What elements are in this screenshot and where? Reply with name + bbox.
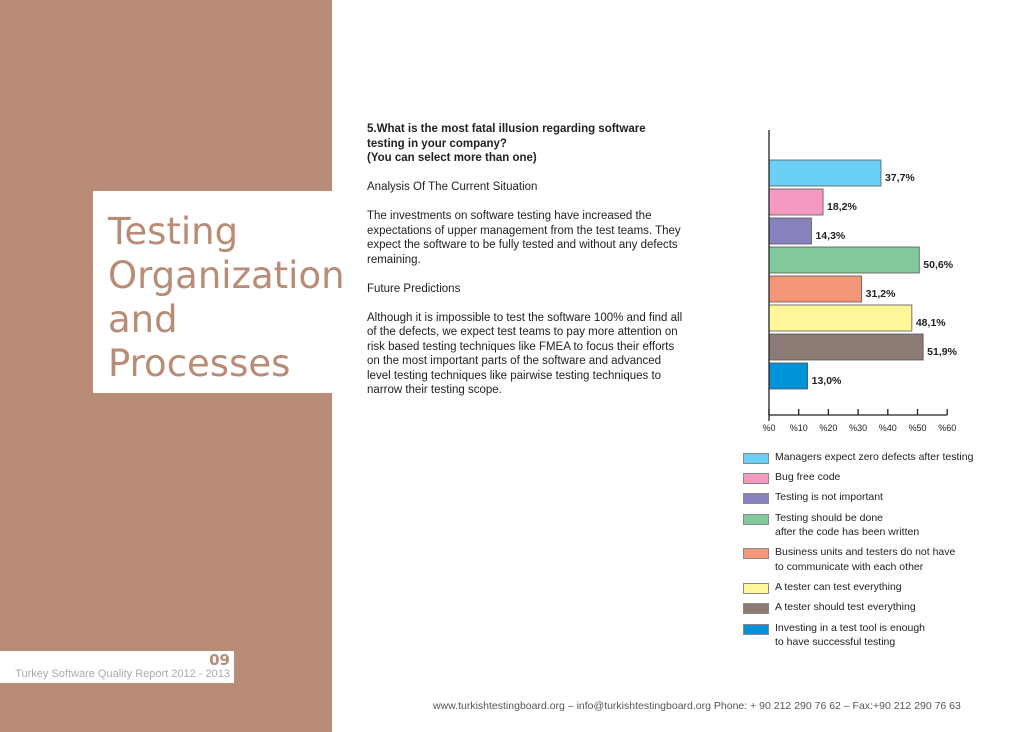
legend-label: A tester can test everything (775, 581, 902, 594)
bar-chart (755, 125, 965, 445)
question-line: (You can select more than one) (367, 152, 537, 164)
bar (769, 218, 811, 244)
legend-label: to have successful testing (775, 636, 896, 649)
legend-swatch (743, 473, 769, 484)
x-tick-label: %40 (878, 423, 897, 433)
x-tick-label: %20 (819, 423, 838, 433)
question-line: testing in your company? (367, 137, 507, 150)
legend-swatch (743, 603, 769, 614)
legend-item (743, 452, 1013, 467)
legend-swatch (743, 493, 769, 504)
bar (769, 276, 862, 302)
bar-value-label: 48,1% (915, 317, 946, 329)
legend-label: A tester should test everything (775, 601, 916, 614)
bar-value-label: 51,9% (927, 346, 957, 358)
section-title (108, 210, 348, 386)
report-name: Turkey Software Quality Report 2012 - 2013 (15, 668, 230, 680)
x-tick-label: %0 (762, 423, 776, 433)
legend-label: Investing in a test tool is enough (775, 621, 926, 634)
legend-label: Testing is not important (775, 491, 883, 504)
title-line: and (108, 298, 178, 341)
bar-value-label: 18,2% (827, 201, 857, 213)
x-tick-label: %30 (849, 423, 868, 433)
title-line: Testing (108, 210, 239, 253)
legend-item (743, 492, 1013, 507)
bar (769, 334, 923, 360)
legend-swatch (743, 548, 769, 559)
title-line: Organization (108, 254, 345, 297)
legend-label: Bug free code (775, 471, 841, 484)
legend-label: Testing should be done (775, 511, 883, 524)
contact-info: www.turkishtestingboard.org – info@turkishtestingboard.org Phone: + 90 212 290 76 62 – Fax:+90 212 290 76 63 (433, 700, 961, 712)
future-text: Although it is impossible to test the software 100% and find all of the defects, we expect test teams to pay more attention on risk based testing techniques like FMEA to focus their efforts on the most important parts of the software and advanced level testing techniques like pairwise testing techniques to narrow their testing scope. (367, 311, 683, 396)
legend-swatch (743, 624, 769, 635)
title-line: Processes (108, 342, 291, 385)
analysis-text: The investments on software testing have increased the expectations of upper management from the test teams. They expect the software to be fully tested and without any defects remaining. (367, 210, 681, 266)
bar-value-label: 13,0% (811, 375, 842, 387)
bar (769, 247, 919, 273)
chart-legend (743, 452, 1013, 657)
page-number: 09 (209, 651, 230, 669)
legend-swatch (743, 583, 769, 594)
legend-item (743, 472, 1013, 487)
x-tick-label: %60 (938, 423, 957, 433)
question-line: 5.What is the most fatal illusion regarding software (367, 123, 646, 135)
legend-item (743, 547, 1013, 576)
bar-value-label: 50,6% (923, 259, 954, 271)
legend-label: to communicate with each other (775, 560, 924, 573)
bar-value-label: 31,2% (865, 288, 896, 300)
analysis-heading: Analysis Of The Current Situation (367, 181, 538, 193)
bar-value-label: 37,7% (884, 172, 915, 184)
x-tick-label: %10 (789, 423, 808, 433)
legend-label: Managers expect zero defects after testing (775, 451, 974, 463)
x-tick-label: %50 (908, 423, 927, 433)
legend-item (743, 513, 1013, 542)
legend-swatch (743, 514, 769, 525)
bar (769, 363, 808, 389)
bar (769, 160, 881, 186)
bar (769, 305, 912, 331)
legend-label: after the code has been written (775, 526, 920, 539)
future-heading: Future Predictions (367, 282, 461, 295)
legend-item (743, 602, 1013, 617)
bar-value-label: 14,3% (815, 230, 846, 242)
legend-label: Business units and testers do not have (775, 546, 956, 559)
legend-swatch (743, 453, 769, 464)
legend-item (743, 582, 1013, 597)
article (367, 122, 687, 412)
bar (769, 189, 823, 215)
legend-item (743, 623, 1013, 652)
page-footer-box (0, 651, 234, 683)
